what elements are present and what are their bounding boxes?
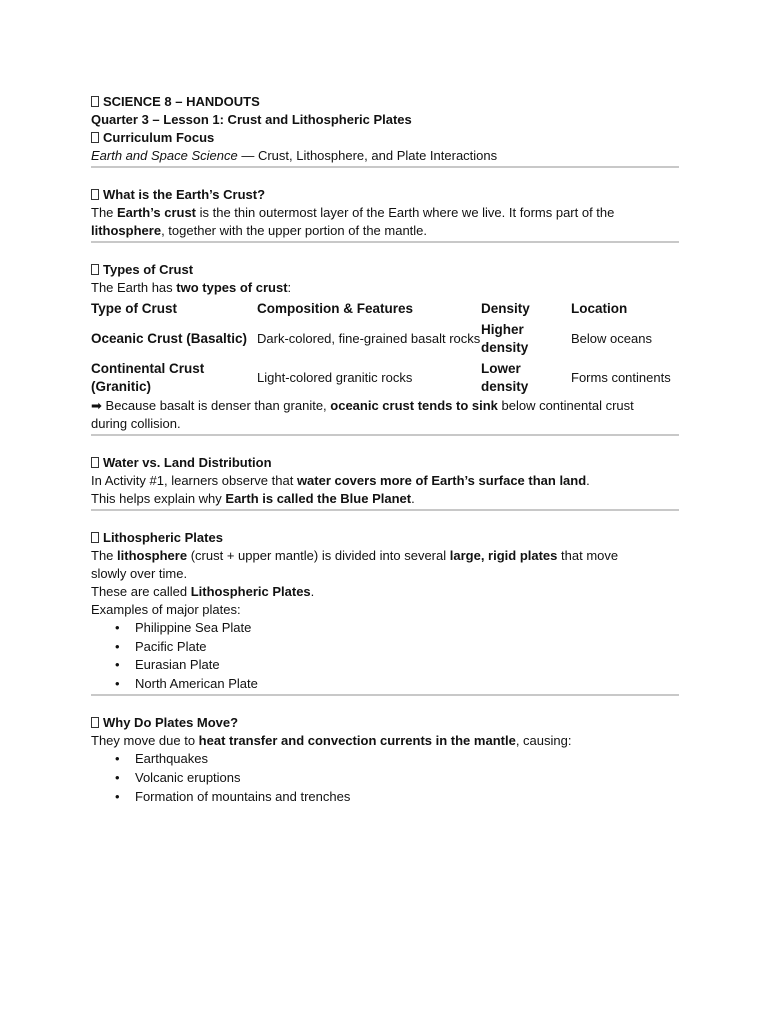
list-item: • Philippine Sea Plate <box>135 619 679 638</box>
section-plates <box>91 529 679 696</box>
types-note: ➡ Because basalt is denser than granite, oceanic crust tends to sink below continental crust <box>91 398 634 413</box>
focus-rest: — Crust, Lithosphere, and Plate Interactions <box>237 148 498 163</box>
types-intro: The Earth has two types of crust: <box>91 280 292 295</box>
list-item: • Formation of mountains and trenches <box>135 788 679 807</box>
table-row <box>91 319 679 358</box>
move-line-1: They move due to heat transfer and convection currents in the mantle, causing: <box>91 733 572 749</box>
missing-glyph-icon <box>91 264 99 275</box>
plates-list <box>91 619 679 693</box>
table-cell: Continental Crust (Granitic) <box>91 360 205 394</box>
table-cell: Light-colored granitic rocks <box>257 369 413 385</box>
table-cell: Below oceans <box>571 330 652 346</box>
section-move <box>91 714 679 806</box>
column-header: Type of Crust <box>91 300 178 316</box>
arrow-right-icon: ➡ <box>91 398 102 413</box>
table-cell: Forms continents <box>571 369 671 385</box>
list-item: • Pacific Plate <box>135 638 679 657</box>
plates-line-1: The lithosphere (crust + upper mantle) is divided into several large, rigid plates that move <box>91 548 619 563</box>
types-note-line-2: during collision. <box>91 416 181 431</box>
effects-list <box>91 750 679 806</box>
list-item: • Earthquakes <box>135 750 679 769</box>
divider <box>91 434 679 436</box>
lesson-title: Quarter 3 – Lesson 1: Crust and Lithospheric Plates <box>91 112 412 127</box>
missing-glyph-icon <box>91 532 99 543</box>
table-cell: Lower density <box>481 360 529 394</box>
missing-glyph-icon <box>91 96 99 107</box>
list-item: • Eurasian Plate <box>135 656 679 675</box>
water-line-2: This helps explain why Earth is called the Blue Planet. <box>91 491 415 506</box>
section-heading: Types of Crust <box>91 261 679 279</box>
focus-subject: Earth and Space Science <box>91 148 238 163</box>
handout-page <box>91 93 679 806</box>
table-cell: Higher density <box>481 321 529 355</box>
divider <box>91 694 679 696</box>
table-row <box>91 358 679 397</box>
missing-glyph-icon <box>91 717 99 728</box>
divider <box>91 166 679 168</box>
divider <box>91 241 679 243</box>
table-cell: Oceanic Crust (Basaltic) <box>91 330 248 346</box>
crust-types-table <box>91 298 679 397</box>
section-water <box>91 454 679 511</box>
plates-line-2: slowly over time. <box>91 566 188 581</box>
focus-heading: Curriculum Focus <box>91 129 679 147</box>
column-header: Density <box>481 300 530 316</box>
missing-glyph-icon <box>91 457 99 468</box>
list-item: • North American Plate <box>135 675 679 694</box>
focus-line <box>91 147 679 165</box>
table-header-row <box>91 298 679 319</box>
doc-title: SCIENCE 8 – HANDOUTS <box>91 93 679 111</box>
table-cell: Dark-colored, fine-grained basalt rocks <box>257 330 481 346</box>
section-heading: Water vs. Land Distribution <box>91 454 679 472</box>
crust-line-2: lithosphere, together with the upper portion of the mantle. <box>91 223 428 238</box>
list-item: • Volcanic eruptions <box>135 769 679 788</box>
missing-glyph-icon <box>91 132 99 143</box>
section-heading: Why Do Plates Move? <box>91 714 679 732</box>
column-header: Location <box>571 300 628 316</box>
column-header: Composition & Features <box>257 300 414 316</box>
section-types <box>91 261 679 436</box>
crust-line-1: The Earth’s crust is the thin outermost layer of the Earth where we live. It forms part of the <box>91 205 615 220</box>
section-crust <box>91 186 679 243</box>
water-line-1: In Activity #1, learners observe that water covers more of Earth’s surface than land. <box>91 473 590 488</box>
missing-glyph-icon <box>91 189 99 200</box>
divider <box>91 509 679 511</box>
plates-line-3: These are called Lithospheric Plates. <box>91 584 315 599</box>
section-heading: Lithospheric Plates <box>91 529 679 547</box>
section-heading: What is the Earth’s Crust? <box>91 186 679 204</box>
examples-label: Examples of major plates: <box>91 602 241 617</box>
